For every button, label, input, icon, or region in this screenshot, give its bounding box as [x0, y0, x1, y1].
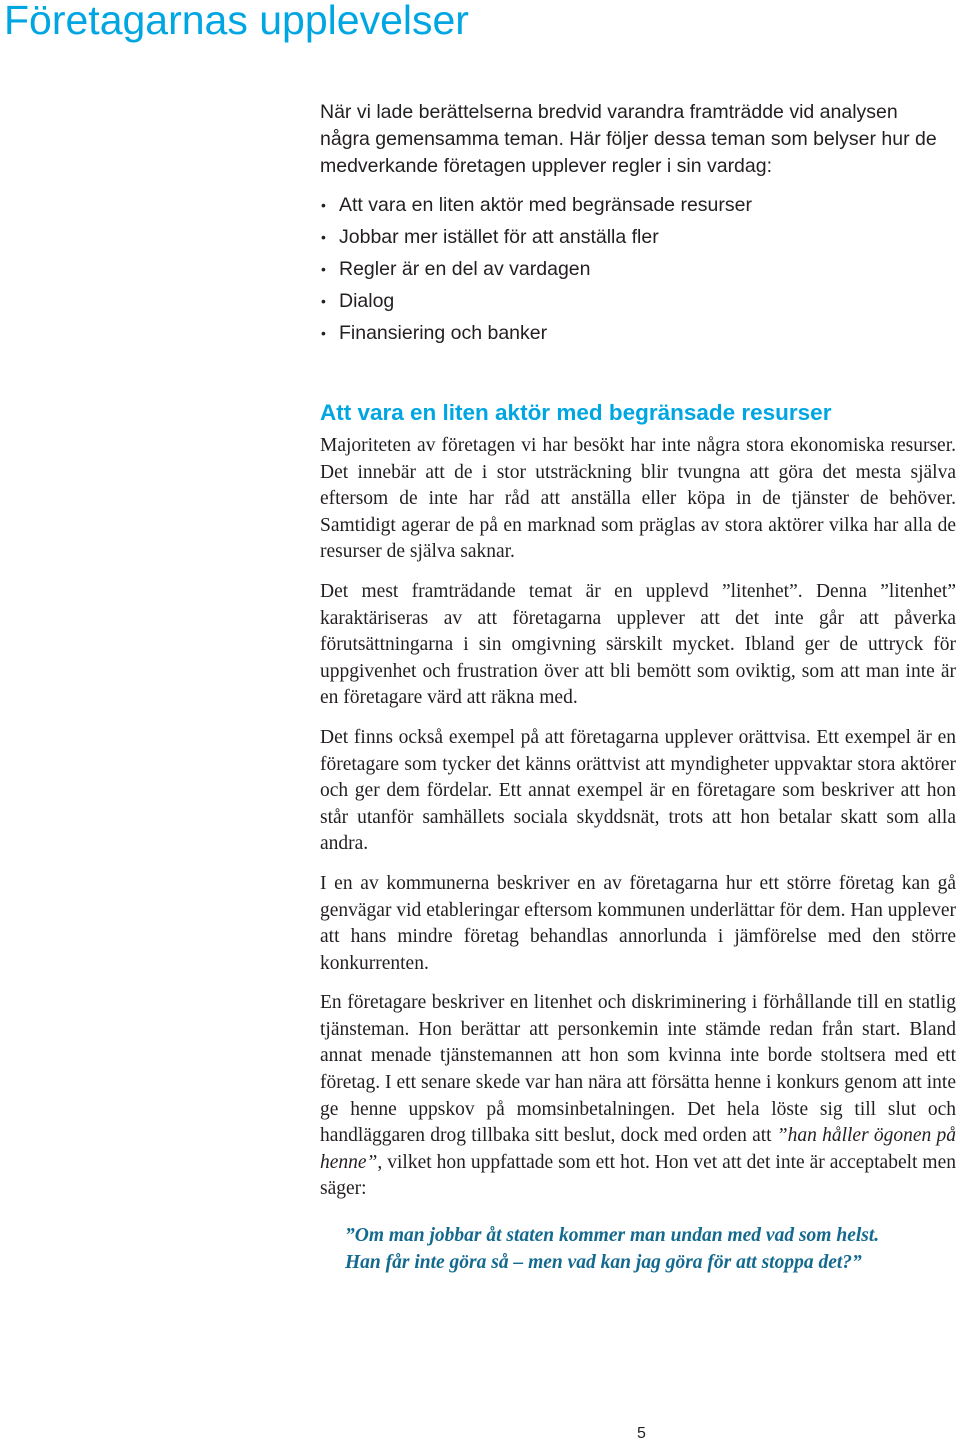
- list-item: [320, 221, 940, 253]
- bullet-icon: •: [321, 229, 326, 245]
- bullet-icon: •: [321, 293, 326, 309]
- list-item: [320, 253, 940, 285]
- list-item-label: Att vara en liten aktör med begränsade resurser: [339, 194, 752, 216]
- page-title: Företagarnas upplevelser: [4, 0, 469, 43]
- body-paragraph: Det mest framträdande temat är en upplevd ”litenhet”. Denna ”litenhet” karaktäriseras av att företagarna upplever att det inte går att påverka förutsättningarna i sin omgivning särskilt mycket. Ibland ger de uttryck för uppgivenhet och frustration över att bli bemött som oviktig, som att man inte är en företagare värd att räkna med.: [320, 580, 956, 709]
- bullet-icon: •: [321, 325, 326, 341]
- body-paragraph: Det finns också exempel på att företagarna upplever orättvisa. Ett exempel är en företagare som tycker det känns orättvist att myndigheter uppvaktar stora aktörer och ger dem fördelar. Ett annat exempel är en företagare som beskriver att hon står utanför samhällets sociala skyddsnät, trots att hon betalar skatt som alla andra.: [320, 726, 956, 855]
- bullet-icon: •: [321, 261, 326, 277]
- body-paragraph: Majoriteten av företagen vi har besökt har inte några stora ekonomiska resurser. Det innebär att de i stor utsträckning blir tvungna att göra det mesta själva eftersom de inte har råd att anställa eller köpa in de tjänster de behöver. Samtidigt agerar de på en marknad som präglas av stora aktörer vilka har alla de resurser de själva saknar.: [320, 435, 956, 563]
- paragraph-text: En företagare beskriver en litenhet och diskriminering i förhållande till en statlig tjänsteman. Hon berättar att personkemin inte stämde redan från start. Bland annat menade tjänstemannen att hon som kvinna inte borde stoltsera med ett företag. I ett senare skede var han nära att försätta henne i konkurs genom att inte ge henne uppskov på momsinbetalningen. Det hela löste sig till slut och handläggaren drog tillbaka sitt beslut, dock med orden att: [320, 992, 956, 1147]
- list-item: [320, 285, 940, 317]
- quote-line: Han får inte göra så – men vad kan jag göra för att stoppa det?”: [345, 1251, 862, 1273]
- theme-list: [320, 189, 940, 349]
- intro-block: [320, 99, 940, 349]
- section-small-actor: [320, 397, 956, 1276]
- list-item: [320, 189, 940, 221]
- intro-paragraph: När vi lade berättelserna bredvid varandra framträdde vid analysen några gemensamma teman. Här följer dessa teman som belyser hur de medverkande företagen upplever regler i sin vardag:: [320, 101, 937, 177]
- pull-quote: [345, 1223, 956, 1276]
- paragraph-text: , vilket hon uppfattade som ett hot. Hon vet att det inte är acceptabelt men säger:: [320, 1151, 956, 1200]
- body-paragraph: I en av kommunerna beskriver en av företagarna hur ett större företag kan gå genvägar vid etableringar eftersom kommunen underlättar för dem. Han upplever att hans mindre företag behandlas annorlunda i jämförelse med den större konkurrenten.: [320, 872, 956, 974]
- page-number: 5: [637, 1425, 646, 1442]
- list-item-label: Regler är en del av vardagen: [339, 258, 591, 280]
- section-heading: Att vara en liten aktör med begränsade resurser: [320, 400, 832, 425]
- list-item: [320, 317, 940, 349]
- bullet-icon: •: [321, 197, 326, 213]
- list-item-label: Finansiering och banker: [339, 322, 548, 344]
- inline-quote: ”han håller ögonen på henne”: [320, 1125, 956, 1173]
- quote-line: ”Om man jobbar åt staten kommer man undan med vad som helst.: [345, 1225, 880, 1247]
- list-item-label: Dialog: [339, 290, 395, 312]
- list-item-label: Jobbar mer istället för att anställa fler: [339, 226, 659, 248]
- body-paragraph: [320, 990, 956, 1203]
